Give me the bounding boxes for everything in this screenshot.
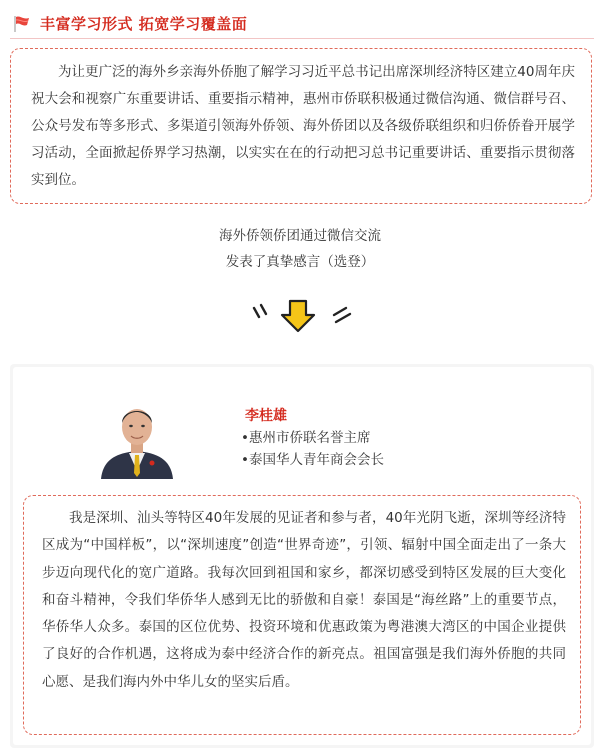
person-name: 李桂雄 xyxy=(245,408,287,424)
caption-line-2: 发表了真挚感言（选登） xyxy=(225,254,375,270)
person-portrait-icon xyxy=(97,399,177,479)
down-arrow-icon xyxy=(250,295,360,339)
profile-card-inner xyxy=(13,367,591,745)
caption xyxy=(0,223,600,275)
intro-paragraph: 为让更广泛的海外乡亲海外侨胞了解学习习近平总书记出席深圳经济特区建立40周年庆祝大会和视察广东重要讲话、重要指示精神，惠州市侨联积极通过微信沟通、微信群号召、公众号发布等多形式、多渠道引领海外侨领、海外侨团以及各级侨联组织和归侨侨眷开展学习活动，全面掀起侨界学习热潮，以实实在在的行动把习总书记重要讲话、重要指示贯彻落实到位。 xyxy=(31,64,575,188)
section-header xyxy=(10,8,594,39)
profile-card xyxy=(10,364,594,748)
intro-box xyxy=(10,48,592,204)
person-titles xyxy=(241,427,384,471)
quote-paragraph: 我是深圳、汕头等特区40年发展的见证者和参与者，40年光阴飞逝，深圳等经济特区成为“中国样板”，以“深圳速度”创造“世界奇迹”，引领、辐射中国全面走出了一条大步迈向现代化的宽广道路。我每次回到祖国和家乡，都深切感受到特区发展的巨大变化和奋斗精神，令我们华侨华人感到无比的骄傲和自豪！泰国是“海丝路”上的重要节点，华侨华人众多。泰国的区位优势、投资环境和优惠政策为粤港澳大湾区的中国企业提供了良好的合作机遇，这将成为泰中经济合作的新亮点。祖国富强是我们海外侨胞的共同心愿、是我们海内外中华儿女的坚实后盾。 xyxy=(42,510,566,690)
section-title: 丰富学习形式 拓宽学习覆盖面 xyxy=(40,15,248,33)
person-title-1: •惠州市侨联名誉主席 xyxy=(241,430,371,446)
person-title-2: •泰国华人青年商会会长 xyxy=(241,452,384,468)
caption-line-1: 海外侨领侨团通过微信交流 xyxy=(219,228,381,244)
flag-icon xyxy=(12,14,32,34)
quote-box xyxy=(23,495,581,735)
